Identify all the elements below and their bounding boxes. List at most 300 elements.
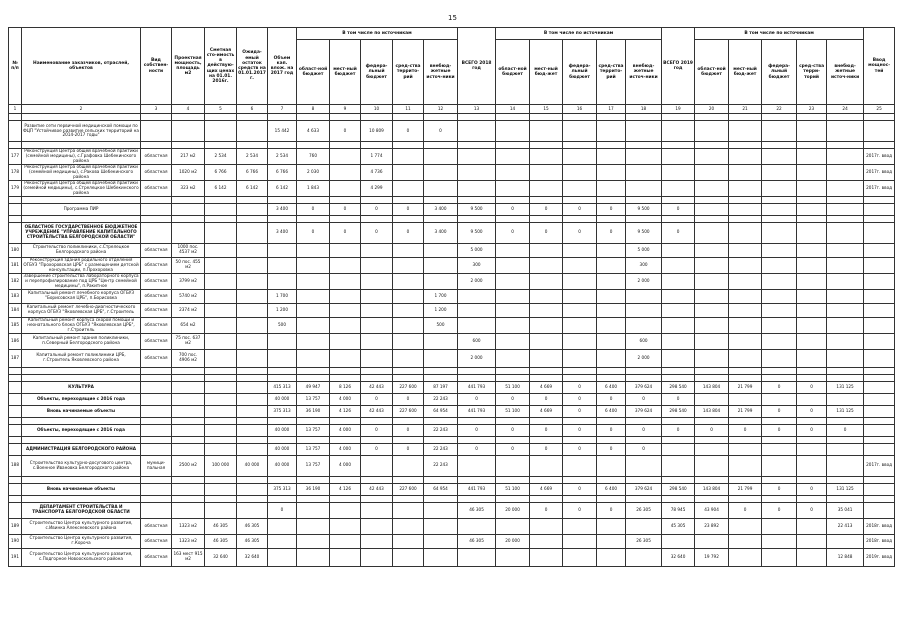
table-cell xyxy=(496,114,530,121)
table-cell xyxy=(729,121,762,142)
table-cell: областная xyxy=(141,534,172,548)
table-cell xyxy=(424,180,458,196)
table-cell xyxy=(496,317,530,333)
object-name-cell xyxy=(22,495,141,502)
table-cell xyxy=(205,333,237,349)
column-number: 7 xyxy=(268,105,297,114)
table-cell: 2017г. ввод xyxy=(864,180,895,196)
table-cell: 0 xyxy=(458,393,496,405)
table-cell: 3799 м2 xyxy=(172,273,205,289)
table-cell xyxy=(597,417,626,424)
table-cell: 13 757 xyxy=(297,424,330,436)
table-cell xyxy=(827,436,864,443)
table-cell xyxy=(762,374,797,381)
table-cell: 23 892 xyxy=(695,518,729,534)
table-cell xyxy=(626,367,662,374)
table-row xyxy=(9,518,895,534)
object-name-cell: Завершение строительства лабораторного корпуса и перепрофилирование под ЦРБ "Центр семейной медицины", п.Ракитное xyxy=(23,273,139,288)
table-cell xyxy=(393,142,424,149)
table-cell xyxy=(393,257,424,273)
table-cell: 0 xyxy=(361,222,393,243)
table-cell: 2500 м2 xyxy=(172,455,205,476)
table-cell: 20 000 xyxy=(496,534,530,548)
table-row xyxy=(9,142,895,149)
table-cell xyxy=(237,215,268,222)
row-number-cell: 182 xyxy=(9,273,22,289)
table-cell: 4 669 xyxy=(530,381,563,393)
table-cell xyxy=(297,548,330,566)
table-cell xyxy=(141,114,172,121)
table-cell: 143 804 xyxy=(695,405,729,417)
row-number-cell: 180 xyxy=(9,243,22,257)
table-row xyxy=(9,196,895,203)
table-cell xyxy=(330,436,361,443)
table-cell: областная xyxy=(141,289,172,303)
table-cell: 22 243 xyxy=(424,424,458,436)
table-cell xyxy=(205,349,237,367)
table-cell xyxy=(530,317,563,333)
row-number-cell xyxy=(9,502,22,518)
table-cell: 5 000 xyxy=(626,243,662,257)
table-cell xyxy=(626,455,662,476)
table-cell xyxy=(662,534,695,548)
table-cell xyxy=(530,273,563,289)
table-cell: 78 945 xyxy=(662,502,695,518)
table-cell xyxy=(141,367,172,374)
table-cell xyxy=(268,534,297,548)
table-cell xyxy=(297,333,330,349)
table-row xyxy=(9,393,895,405)
object-name-cell: АДМИНИСТРАЦИЯ БЕЛГОРОДСКОГО РАЙОНА xyxy=(22,443,141,455)
table-cell xyxy=(297,289,330,303)
table-cell: областная xyxy=(141,149,172,165)
table-cell xyxy=(393,180,424,196)
table-cell xyxy=(393,149,424,165)
table-cell xyxy=(695,273,729,289)
table-cell xyxy=(496,303,530,317)
table-cell xyxy=(626,149,662,165)
table-cell: 40 000 xyxy=(268,455,297,476)
table-cell: 0 xyxy=(424,121,458,142)
column-number: 10 xyxy=(361,105,393,114)
table-cell: 227 600 xyxy=(393,405,424,417)
table-cell xyxy=(797,548,827,566)
table-cell xyxy=(797,215,827,222)
table-cell xyxy=(205,289,237,303)
table-cell: 6 142 xyxy=(205,180,237,196)
table-cell xyxy=(662,149,695,165)
table-cell xyxy=(205,121,237,142)
table-cell: 6 766 xyxy=(237,164,268,180)
table-cell xyxy=(361,243,393,257)
table-cell: 1 843 xyxy=(297,180,330,196)
table-row xyxy=(9,405,895,417)
table-cell xyxy=(695,476,729,483)
table-cell: 654 м2 xyxy=(172,317,205,333)
table-cell xyxy=(172,405,205,417)
table-cell: 143 804 xyxy=(695,483,729,495)
table-cell xyxy=(237,222,268,243)
column-number: 8 xyxy=(297,105,330,114)
table-cell xyxy=(205,374,237,381)
table-cell xyxy=(530,121,563,142)
row-number-cell: 177 xyxy=(9,149,22,165)
table-cell xyxy=(458,417,496,424)
table-cell xyxy=(172,367,205,374)
table-cell xyxy=(729,273,762,289)
table-cell xyxy=(361,548,393,566)
table-cell: 42 443 xyxy=(361,381,393,393)
table-cell xyxy=(237,243,268,257)
table-cell xyxy=(205,405,237,417)
table-cell: 2 534 xyxy=(268,149,297,165)
table-cell xyxy=(626,417,662,424)
table-row xyxy=(9,114,895,121)
table-cell xyxy=(237,114,268,121)
table-cell xyxy=(530,257,563,273)
table-cell: 4 000 xyxy=(330,443,361,455)
table-cell xyxy=(563,317,597,333)
table-cell: 0 xyxy=(330,222,361,243)
table-cell: 19 792 xyxy=(695,548,729,566)
table-cell xyxy=(762,417,797,424)
table-cell: 2018г. ввод xyxy=(864,518,895,534)
table-cell: 217 м2 xyxy=(172,149,205,165)
table-cell: 26 305 xyxy=(626,502,662,518)
table-cell: 2374 м2 xyxy=(172,303,205,317)
table-cell: 4 299 xyxy=(361,180,393,196)
table-cell: 0 xyxy=(530,502,563,518)
table-cell xyxy=(496,548,530,566)
table-cell xyxy=(864,196,895,203)
table-cell xyxy=(827,114,864,121)
table-cell xyxy=(237,289,268,303)
table-cell xyxy=(361,257,393,273)
table-cell xyxy=(695,495,729,502)
table-cell xyxy=(141,196,172,203)
table-cell xyxy=(530,518,563,534)
table-cell xyxy=(597,243,626,257)
table-cell xyxy=(496,374,530,381)
object-name-cell: Строительство Центра культурного развития, г.Короча xyxy=(22,534,141,548)
table-cell: областная xyxy=(141,164,172,180)
table-cell xyxy=(797,455,827,476)
table-cell: 1 200 xyxy=(268,303,297,317)
table-cell xyxy=(662,121,695,142)
table-cell xyxy=(729,443,762,455)
table-cell xyxy=(563,455,597,476)
table-cell: 441 793 xyxy=(458,405,496,417)
row-number-cell xyxy=(9,196,22,203)
table-cell: 1 700 xyxy=(268,289,297,303)
table-cell: 0 xyxy=(797,405,827,417)
table-cell xyxy=(237,317,268,333)
column-number: 21 xyxy=(729,105,762,114)
row-number-cell: 183 xyxy=(9,289,22,303)
table-cell xyxy=(205,215,237,222)
table-cell xyxy=(762,180,797,196)
header-sources-2019: В том числе по источникам xyxy=(695,28,864,40)
table-cell xyxy=(662,367,695,374)
table-row xyxy=(9,349,895,367)
table-cell xyxy=(626,215,662,222)
table-cell: областная xyxy=(141,180,172,196)
table-cell: 2 000 xyxy=(458,273,496,289)
table-cell xyxy=(827,203,864,215)
row-number-cell: 187 xyxy=(9,349,22,367)
table-cell xyxy=(762,121,797,142)
table-cell: 0 xyxy=(563,502,597,518)
table-cell: 131 125 xyxy=(827,483,864,495)
object-name-cell: Капитальный ремонт лечебного корпуса ОГБУЗ "Борисовская ЦРБ", п.Борисовка xyxy=(22,289,141,303)
table-cell xyxy=(695,114,729,121)
table-cell xyxy=(496,349,530,367)
table-cell: 13 757 xyxy=(297,455,330,476)
table-cell xyxy=(393,495,424,502)
table-cell xyxy=(297,243,330,257)
table-row xyxy=(9,333,895,349)
table-cell: 300 xyxy=(458,257,496,273)
table-cell xyxy=(729,548,762,566)
table-cell xyxy=(695,303,729,317)
table-cell xyxy=(268,518,297,534)
table-cell xyxy=(762,222,797,243)
table-cell: 2019г. ввод xyxy=(864,548,895,566)
table-cell: 0 xyxy=(393,393,424,405)
table-cell xyxy=(141,417,172,424)
table-cell xyxy=(626,495,662,502)
table-cell xyxy=(864,476,895,483)
table-cell xyxy=(729,333,762,349)
table-cell xyxy=(393,476,424,483)
table-cell xyxy=(864,502,895,518)
column-number: 16 xyxy=(563,105,597,114)
table-cell xyxy=(626,196,662,203)
table-cell xyxy=(597,476,626,483)
table-cell xyxy=(424,349,458,367)
table-row xyxy=(9,203,895,215)
table-cell: 40 000 xyxy=(237,455,268,476)
table-cell xyxy=(205,114,237,121)
table-cell xyxy=(172,381,205,393)
table-cell xyxy=(361,317,393,333)
table-cell: 131 125 xyxy=(827,405,864,417)
row-number-cell: 186 xyxy=(9,333,22,349)
table-cell: 0 xyxy=(393,121,424,142)
table-cell xyxy=(797,303,827,317)
column-number: 23 xyxy=(797,105,827,114)
header-total-2018: ВСЕГО 2018 год xyxy=(458,28,496,105)
table-cell: 0 xyxy=(563,222,597,243)
table-cell xyxy=(172,502,205,518)
table-cell xyxy=(141,393,172,405)
table-cell xyxy=(330,476,361,483)
table-cell xyxy=(205,443,237,455)
investment-table xyxy=(8,27,895,567)
table-cell xyxy=(458,317,496,333)
table-cell xyxy=(361,436,393,443)
table-cell xyxy=(864,257,895,273)
table-cell xyxy=(205,417,237,424)
row-number-cell xyxy=(9,114,22,121)
header-reg-budget: област-ной бюджет xyxy=(695,40,729,105)
table-cell: 0 xyxy=(626,443,662,455)
table-cell xyxy=(597,215,626,222)
table-row xyxy=(9,483,895,495)
table-cell xyxy=(597,367,626,374)
column-number-row xyxy=(9,105,895,114)
table-cell xyxy=(695,121,729,142)
table-cell xyxy=(864,142,895,149)
page-number: 15 xyxy=(448,14,457,22)
header-loc-budget: мест-ный бюд-жет xyxy=(530,40,563,105)
row-number-cell xyxy=(9,393,22,405)
row-number-cell xyxy=(9,476,22,483)
table-cell xyxy=(864,495,895,502)
column-number: 24 xyxy=(827,105,864,114)
object-name-cell xyxy=(22,417,141,424)
table-cell: 0 xyxy=(563,443,597,455)
row-number-cell: 179 xyxy=(9,180,22,196)
table-cell: 2 534 xyxy=(237,149,268,165)
table-cell: 3 400 xyxy=(268,222,297,243)
table-cell xyxy=(864,317,895,333)
table-cell xyxy=(762,303,797,317)
table-cell xyxy=(864,203,895,215)
table-cell: областная xyxy=(141,333,172,349)
header-fed-budget: федера-льный бюджет xyxy=(361,40,393,105)
table-cell: 0 xyxy=(393,424,424,436)
table-row xyxy=(9,317,895,333)
table-cell xyxy=(597,196,626,203)
table-cell xyxy=(729,289,762,303)
object-name-cell: Капитальный ремонт лечебно-диагностического корпуса ОГБУЗ "Яковлевская ЦРБ", г.Строитель xyxy=(22,303,141,317)
table-row xyxy=(9,534,895,548)
table-cell xyxy=(172,393,205,405)
table-cell xyxy=(496,518,530,534)
table-cell: 49 947 xyxy=(297,381,330,393)
table-cell xyxy=(424,243,458,257)
table-cell: 46 305 xyxy=(205,518,237,534)
table-cell xyxy=(864,243,895,257)
table-cell: 20 000 xyxy=(496,502,530,518)
table-cell xyxy=(762,203,797,215)
table-cell xyxy=(729,436,762,443)
table-cell: 600 xyxy=(458,333,496,349)
table-cell xyxy=(626,374,662,381)
table-cell: 6 766 xyxy=(205,164,237,180)
table-cell xyxy=(458,215,496,222)
table-cell: 64 954 xyxy=(424,405,458,417)
table-cell xyxy=(172,424,205,436)
table-cell xyxy=(297,196,330,203)
table-cell xyxy=(361,215,393,222)
object-name-cell: Объекты, переходящие с 2016 года xyxy=(22,424,141,436)
table-cell xyxy=(172,203,205,215)
table-cell xyxy=(141,374,172,381)
table-cell xyxy=(597,534,626,548)
row-number-cell: 191 xyxy=(9,548,22,566)
table-cell xyxy=(268,243,297,257)
table-cell: 0 xyxy=(597,443,626,455)
table-cell xyxy=(361,476,393,483)
table-cell: муници-пальная xyxy=(141,455,172,476)
header-owner: Вид собствен-ности xyxy=(141,28,172,105)
table-cell xyxy=(496,289,530,303)
table-cell xyxy=(597,114,626,121)
header-remainder: Ожида-емый остаток средств на 01.01.2017 г. xyxy=(237,28,268,105)
table-cell xyxy=(762,436,797,443)
table-cell xyxy=(827,476,864,483)
table-cell xyxy=(330,273,361,289)
table-cell: 2 000 xyxy=(458,349,496,367)
table-cell: 0 xyxy=(563,405,597,417)
table-cell: 9 500 xyxy=(626,222,662,243)
table-cell xyxy=(424,495,458,502)
table-cell xyxy=(361,349,393,367)
table-cell xyxy=(827,243,864,257)
table-row xyxy=(9,243,895,257)
table-cell xyxy=(597,333,626,349)
table-row xyxy=(9,180,895,196)
table-cell xyxy=(864,381,895,393)
column-number: 1 xyxy=(9,105,22,114)
table-cell: 1020 м2 xyxy=(172,164,205,180)
header-est-cost: Сметная сто-имость в действую-щих ценах на 01.01. 2016г. xyxy=(205,28,237,105)
table-cell xyxy=(827,149,864,165)
table-cell: 36 190 xyxy=(297,483,330,495)
table-cell xyxy=(827,196,864,203)
table-cell xyxy=(393,436,424,443)
table-cell xyxy=(205,273,237,289)
table-cell xyxy=(237,443,268,455)
table-cell xyxy=(729,476,762,483)
table-cell xyxy=(762,273,797,289)
table-row xyxy=(9,443,895,455)
table-cell xyxy=(237,349,268,367)
column-number: 25 xyxy=(864,105,895,114)
table-cell: 2017г. ввод xyxy=(864,455,895,476)
table-cell xyxy=(361,374,393,381)
table-cell xyxy=(864,114,895,121)
table-cell xyxy=(797,495,827,502)
object-name-cell xyxy=(22,142,141,149)
object-name-cell xyxy=(22,114,141,121)
table-cell xyxy=(237,142,268,149)
table-cell xyxy=(141,476,172,483)
table-row xyxy=(9,303,895,317)
table-cell: 0 xyxy=(695,424,729,436)
table-cell: 0 xyxy=(458,424,496,436)
header-terr: сред-ства террито-рий xyxy=(597,40,626,105)
table-cell xyxy=(626,114,662,121)
table-cell xyxy=(626,317,662,333)
table-cell xyxy=(393,164,424,180)
table-row xyxy=(9,476,895,483)
table-cell xyxy=(268,196,297,203)
table-cell xyxy=(205,203,237,215)
table-cell: 6 766 xyxy=(268,164,297,180)
table-cell xyxy=(268,548,297,566)
table-cell xyxy=(864,374,895,381)
table-row xyxy=(9,121,895,142)
table-cell xyxy=(424,196,458,203)
table-cell xyxy=(496,196,530,203)
table-cell xyxy=(172,142,205,149)
table-cell: 1 774 xyxy=(361,149,393,165)
table-cell xyxy=(729,180,762,196)
table-cell xyxy=(458,121,496,142)
